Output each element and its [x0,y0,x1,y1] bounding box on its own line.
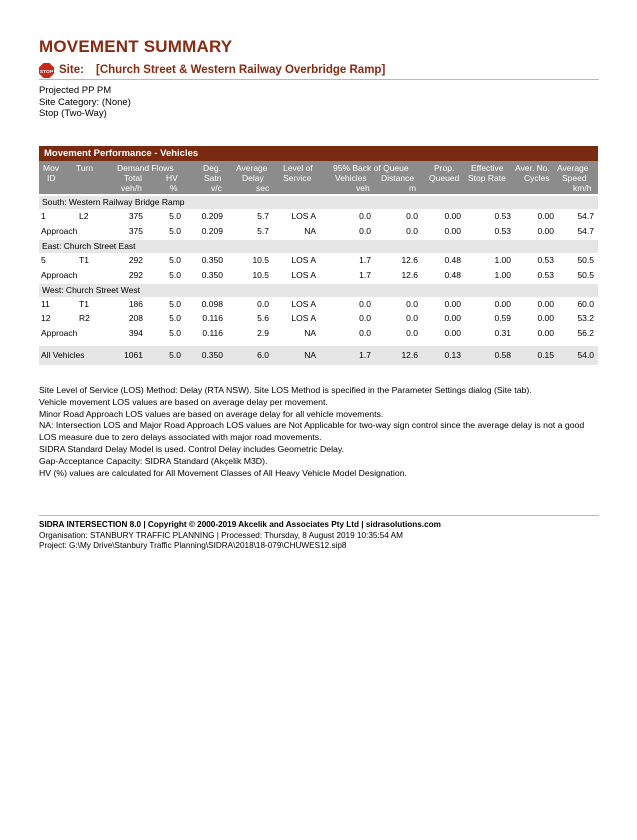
header-pct: % [170,183,178,193]
cell-mov-id: Approach [41,270,78,280]
cell-level-of-service: LOS A [291,211,316,221]
cell-aver-cycles: 0.15 [537,350,554,360]
table-row [39,209,598,223]
cell-queue-vehicles: 0.0 [359,211,371,221]
cell-level-of-service: LOS A [291,255,316,265]
header-sec: sec [256,183,270,193]
cell-hv-pct: 5.0 [169,270,181,280]
cell-avg-speed: 50.5 [577,255,594,265]
header-service: Service [283,173,312,183]
cell-queue-vehicles: 1.7 [359,270,371,280]
svg-text:STOP: STOP [39,69,54,75]
cell-queue-distance: 0.0 [406,313,418,323]
header-id: ID [47,173,56,183]
cell-hv-pct: 5.0 [169,350,181,360]
approach-row [39,326,598,340]
header-m: m [409,183,417,193]
cell-queue-distance: 12.6 [401,350,418,360]
cell-mov-id: 5 [41,255,46,265]
cell-turn: R2 [79,313,90,323]
cell-total-flow: 375 [128,226,143,236]
cell-hv-pct: 5.0 [169,255,181,265]
header-queued: Queued [429,173,460,183]
header-aver-no: Aver. No. [515,163,550,173]
header-level-of: Level of [283,163,313,173]
approach-group-header: South: Western Railway Bridge Ramp [39,196,598,209]
info-line: Stop (Two-Way) [39,108,107,119]
cell-avg-delay: 6.0 [257,350,269,360]
cell-prop-queued: 0.00 [444,226,461,236]
header-back-of-queue: 95% Back of Queue [333,163,409,173]
table-body [39,196,598,365]
header-vehicles: Vehicles [335,173,367,183]
cell-deg-satn: 0.350 [201,350,223,360]
header-total: Total [124,173,142,183]
cell-stop-rate: 0.00 [494,299,511,309]
cell-deg-satn: 0.350 [201,255,223,265]
cell-total-flow: 375 [128,211,143,221]
header-effective: Effective [471,163,504,173]
approach-group-header: East: Church Street East [39,240,598,253]
cell-aver-cycles: 0.53 [537,255,554,265]
cell-hv-pct: 5.0 [169,328,181,338]
cell-stop-rate: 1.00 [494,270,511,280]
cell-queue-vehicles: 0.0 [359,328,371,338]
page-title: MOVEMENT SUMMARY [39,37,233,56]
cell-stop-rate: 0.53 [494,211,511,221]
all-vehicles-row [39,346,598,365]
cell-aver-cycles: 0.00 [537,226,554,236]
cell-hv-pct: 5.0 [169,313,181,323]
note: SIDRA Standard Delay Model is used. Control Delay includes Geometric Delay. [39,443,345,454]
approach-group-header: West: Church Street West [39,284,598,297]
info-line: Site Category: (None) [39,96,131,108]
cell-avg-speed: 56.2 [577,328,594,338]
note: NA: Intersection LOS and Major Road Approach LOS values are Not Applicable for two-way sign control since the average delay is not a good LOS measure due to zero delays associated with major road movements. [39,420,585,443]
note: HV (%) values are calculated for All Movement Classes of All Heavy Vehicle Model Designation. [39,467,407,478]
cell-queue-distance: 0.0 [406,328,418,338]
header-demand-flows: Demand Flows [117,163,174,173]
header-average-speed: Average [557,163,589,173]
header-prop: Prop. [434,163,455,173]
cell-avg-delay: 0.0 [257,299,269,309]
cell-stop-rate: 0.53 [494,226,511,236]
cell-avg-delay: 5.7 [257,226,269,236]
header-delay: Delay [242,173,264,183]
cell-total-flow: 292 [128,270,143,280]
cell-avg-speed: 50.5 [577,270,594,280]
cell-turn: T1 [79,299,89,309]
cell-avg-delay: 2.9 [257,328,269,338]
note: Vehicle movement LOS values are based on average delay per movement. [39,396,328,407]
cell-level-of-service: LOS A [291,299,316,309]
footer-organisation: Organisation: STANBURY TRAFFIC PLANNING | Processed: Thursday, 8 August 2019 10:35:54 AM [39,530,403,540]
cell-aver-cycles: 0.00 [537,328,554,338]
cell-mov-id: All Vehicles [41,350,85,360]
cell-queue-distance: 12.6 [401,270,418,280]
cell-prop-queued: 0.00 [444,328,461,338]
cell-avg-delay: 5.7 [257,211,269,221]
cell-level-of-service: NA [304,226,316,236]
cell-total-flow: 1061 [124,350,143,360]
cell-mov-id: 12 [41,313,51,323]
header-satn: Satn [204,173,222,183]
cell-total-flow: 292 [128,255,143,265]
cell-queue-vehicles: 0.0 [359,299,371,309]
cell-queue-vehicles: 0.0 [359,226,371,236]
cell-stop-rate: 0.59 [494,313,511,323]
cell-avg-delay: 10.5 [252,255,269,265]
cell-prop-queued: 0.00 [444,299,461,309]
cell-level-of-service: NA [304,350,316,360]
cell-aver-cycles: 0.53 [537,270,554,280]
footer [39,515,599,552]
cell-queue-distance: 12.6 [401,255,418,265]
cell-queue-vehicles: 0.0 [359,313,371,323]
cell-deg-satn: 0.209 [201,226,223,236]
column-headers [39,161,598,194]
cell-stop-rate: 0.58 [494,350,511,360]
header-hv: HV [166,173,178,183]
header-turn: Turn [76,163,94,173]
stop-sign-icon [39,63,54,78]
cell-mov-id: 1 [41,211,46,221]
header-deg: Deg. [203,163,221,173]
cell-deg-satn: 0.116 [202,313,223,323]
cell-avg-speed: 60.0 [577,299,594,309]
cell-aver-cycles: 0.00 [537,313,554,323]
footer-copyright: SIDRA INTERSECTION 8.0 | Copyright © 2000-2019 Akcelik and Associates Pty Ltd | sidrasolutions.com [39,520,441,529]
header-speed: Speed [562,173,587,183]
cell-deg-satn: 0.116 [202,328,223,338]
cell-deg-satn: 0.350 [201,270,223,280]
cell-turn: L2 [79,211,89,221]
cell-stop-rate: 1.00 [494,255,511,265]
footer-project: Project: G:\My Drive\Stanbury Traffic Planning\SIDRA\2018\18-079\CHUWES12.sip8 [39,541,347,550]
header-veh: veh [356,183,370,193]
cell-queue-distance: 0.0 [406,299,418,309]
cell-hv-pct: 5.0 [169,226,181,236]
cell-hv-pct: 5.0 [169,299,181,309]
cell-turn: T1 [79,255,89,265]
cell-mov-id: Approach [41,328,78,338]
note: Site Level of Service (LOS) Method: Delay (RTA NSW). Site LOS Method is specified in the Parameter Settings dialog (Site tab). [39,385,532,395]
cell-aver-cycles: 0.00 [537,299,554,309]
cell-queue-distance: 0.0 [406,211,418,221]
cell-deg-satn: 0.209 [201,211,223,221]
site-info [39,85,131,120]
cell-level-of-service: LOS A [291,313,316,323]
cell-prop-queued: 0.48 [444,255,461,265]
cell-mov-id: 11 [41,299,50,309]
table-row [39,253,598,267]
cell-avg-speed: 53.2 [577,313,594,323]
header-cycles: Cycles [524,173,550,183]
cell-level-of-service: NA [304,328,316,338]
site-name: [Church Street & Western Railway Overbridge Ramp] [96,64,386,76]
site-header [39,62,599,80]
cell-hv-pct: 5.0 [169,211,181,221]
cell-total-flow: 394 [128,328,143,338]
cell-deg-satn: 0.098 [201,299,223,309]
header-average: Average [236,163,268,173]
cell-queue-distance: 0.0 [406,226,418,236]
header-stop-rate: Stop Rate [468,173,506,183]
cell-level-of-service: LOS A [291,270,316,280]
cell-avg-speed: 54.7 [577,211,594,221]
cell-total-flow: 186 [128,299,143,309]
table-row [39,311,598,325]
approach-row [39,224,598,238]
cell-avg-delay: 10.5 [252,270,269,280]
header-vc: v/c [211,183,222,193]
header-kmh: km/h [573,183,592,193]
cell-prop-queued: 0.00 [444,211,461,221]
note: Gap-Acceptance Capacity: SIDRA Standard (Akçelik M3D). [39,455,268,466]
cell-queue-vehicles: 1.7 [359,255,371,265]
cell-avg-speed: 54.7 [577,226,594,236]
table-row [39,297,598,311]
header-distance: Distance [381,173,415,183]
note: Minor Road Approach LOS values are based on average delay for all vehicle movements. [39,408,384,419]
header-mov: Mov [43,163,60,173]
cell-avg-delay: 5.6 [257,313,269,323]
approach-row [39,268,598,282]
table-title: Movement Performance - Vehicles [39,146,598,161]
cell-mov-id: Approach [41,226,78,236]
cell-avg-speed: 54.0 [577,350,594,360]
info-line: Projected PP PM [39,85,112,96]
cell-aver-cycles: 0.00 [537,211,554,221]
movement-performance-table [39,146,598,365]
notes [39,385,599,479]
header-vehh: veh/h [121,183,142,193]
cell-prop-queued: 0.13 [444,350,461,360]
site-label: Site: [59,64,84,76]
cell-stop-rate: 0.31 [494,328,511,338]
cell-prop-queued: 0.48 [444,270,461,280]
cell-queue-vehicles: 1.7 [359,350,371,360]
cell-total-flow: 208 [128,313,143,323]
cell-prop-queued: 0.00 [444,313,461,323]
